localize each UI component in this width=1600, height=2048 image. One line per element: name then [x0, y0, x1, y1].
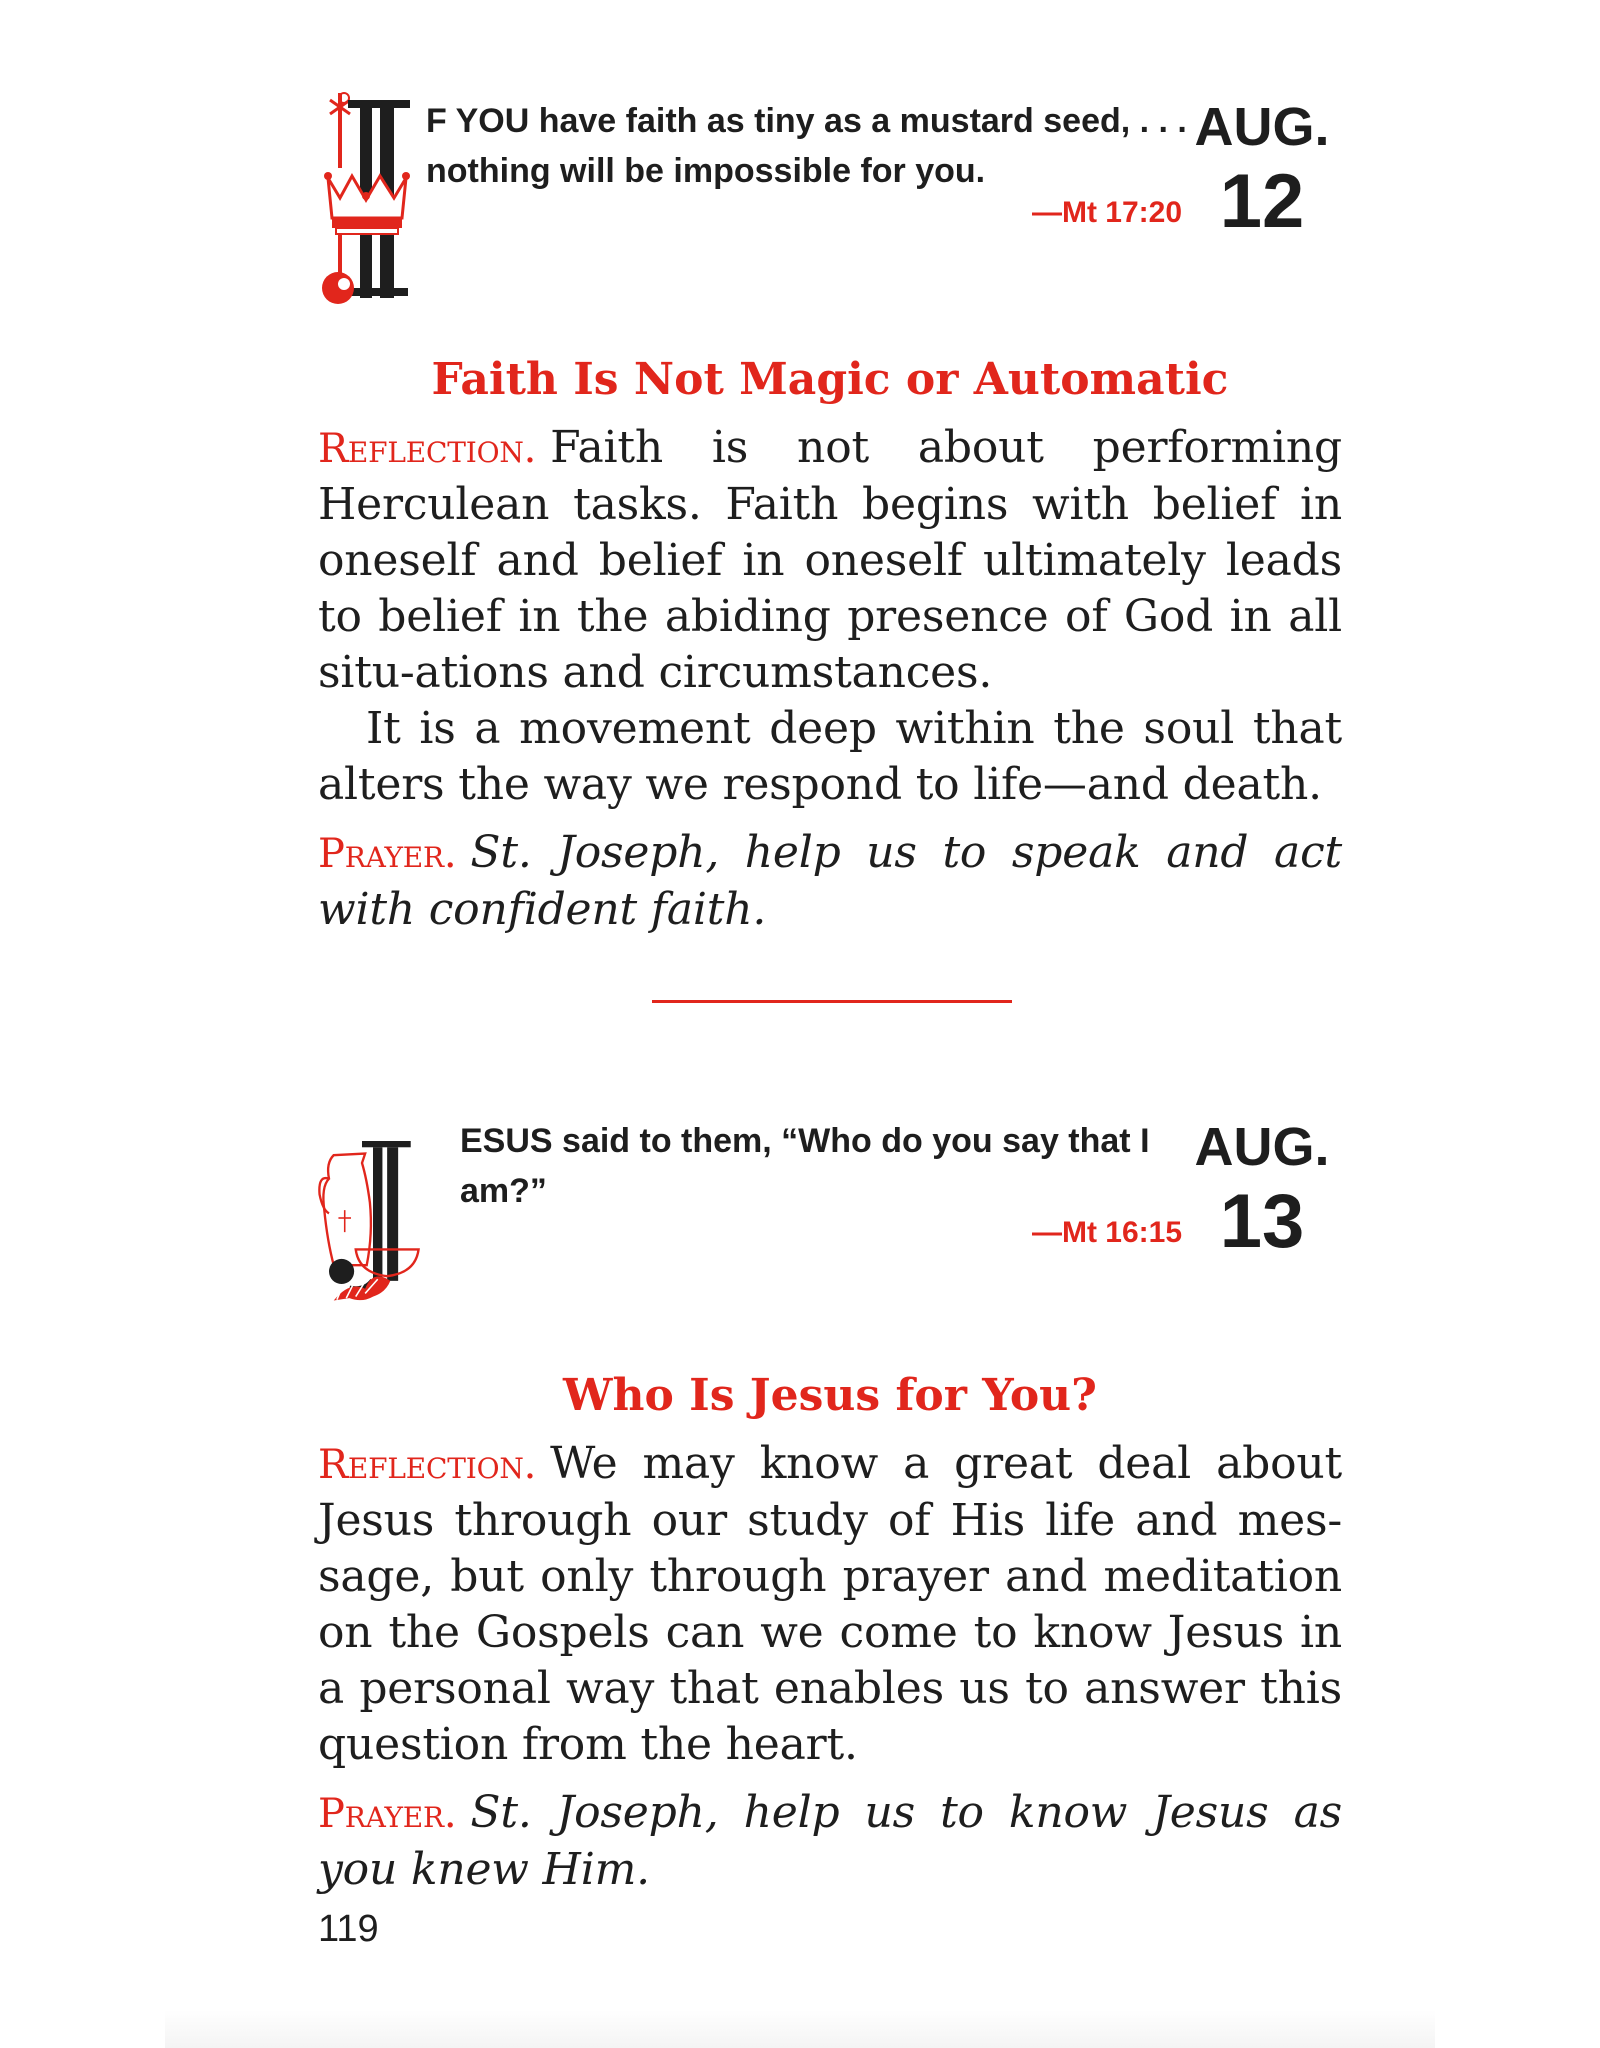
- date-day: 12: [1219, 159, 1305, 244]
- reflection-text: We may know a great deal about Jesus through our study of His life and mes-sage, but only through prayer and meditation on the Gospels can we come to know Jesus in a personal way that enables us to answer this question from the heart.: [318, 1438, 1342, 1770]
- reflection-label: Reflection.: [318, 1442, 537, 1488]
- date-day: 13: [1219, 1179, 1305, 1264]
- entry-header: [318, 78, 1342, 308]
- date-block: [1192, 96, 1332, 246]
- prayer-label: Prayer.: [318, 831, 457, 877]
- prayer-label: Prayer.: [318, 1791, 457, 1837]
- entry-header: [318, 1098, 1342, 1328]
- devotion-entry-aug-12: [318, 78, 1342, 938]
- page-number: 119: [318, 1908, 379, 1950]
- scripture-verse: ESUS said to them, “Who do you say that I am?”: [460, 1122, 1150, 1210]
- prayer-text: St. Joseph, help us to know Jesus as you knew Him.: [318, 1787, 1342, 1895]
- date-block: [1192, 1116, 1332, 1266]
- devotion-entry-aug-13: [318, 1098, 1342, 1898]
- reflection-paragraph: [318, 1436, 1342, 1773]
- date-month: AUG.: [1194, 1117, 1330, 1177]
- reflection-label: Reflection.: [318, 426, 537, 472]
- entry-title: Who Is Jesus for You?: [563, 1370, 1097, 1421]
- prayer-text: St. Joseph, help us to speak and act with confident faith.: [318, 827, 1342, 935]
- decorated-initial-I-icon: [318, 88, 428, 308]
- date-month: AUG.: [1194, 97, 1330, 157]
- page-edge-shade: [165, 2010, 1435, 2048]
- scripture-citation: —Mt 17:20: [1031, 196, 1182, 229]
- scripture-verse: F YOU have faith as tiny as a mustard seed, . . . nothing will be impossible for you.: [426, 102, 1187, 190]
- reflection-text: Faith is not about performing Herculean tasks. Faith begins with belief in oneself and belief in oneself ultimately leads to belief in the abiding presence of God in all situ-ations and circumstances.: [318, 422, 1342, 698]
- section-divider: [652, 1000, 1012, 1003]
- prayer-paragraph: [318, 825, 1342, 938]
- prayer-paragraph: [318, 1785, 1342, 1898]
- reflection-paragraph: It is a movement deep within the soul that alters the way we respond to life—and death.: [318, 703, 1342, 810]
- scripture-citation: —Mt 16:15: [1031, 1216, 1182, 1249]
- decorated-initial-J-icon: [318, 1108, 428, 1328]
- reflection-paragraph: [318, 420, 1342, 701]
- entry-title: Faith Is Not Magic or Automatic: [431, 354, 1229, 405]
